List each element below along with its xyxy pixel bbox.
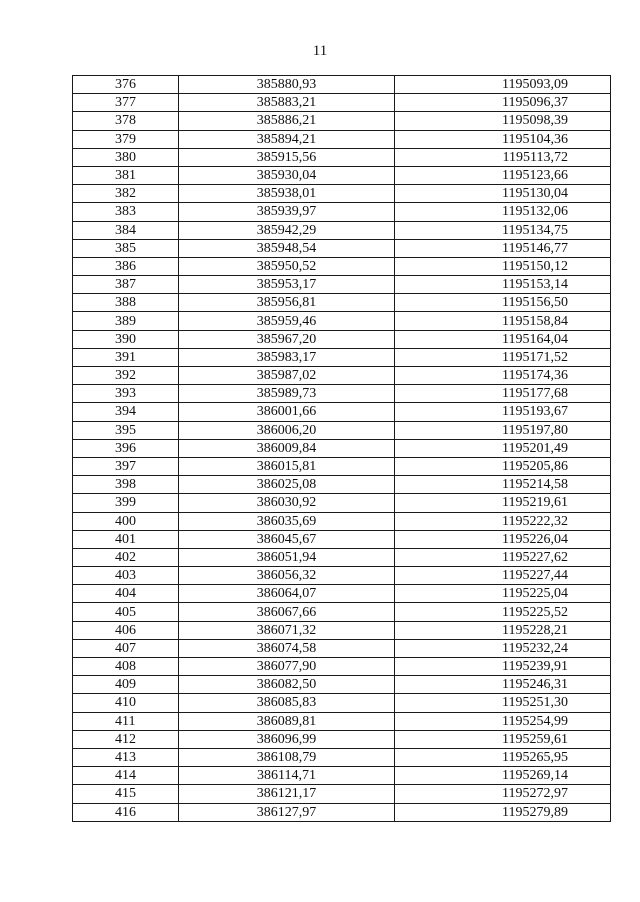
y-coordinate-cell: 1195228,21 [395, 621, 611, 639]
y-coordinate-cell: 1195214,58 [395, 476, 611, 494]
y-coordinate-cell: 1195123,66 [395, 166, 611, 184]
y-coordinate-cell: 1195174,36 [395, 367, 611, 385]
table-row [73, 112, 611, 130]
point-number-cell: 410 [73, 694, 179, 712]
table-row [73, 348, 611, 366]
point-number-cell: 391 [73, 348, 179, 366]
point-number-cell: 416 [73, 803, 179, 821]
table-row [73, 330, 611, 348]
coordinates-table-body [73, 76, 611, 822]
y-coordinate-cell: 1195222,32 [395, 512, 611, 530]
x-coordinate-cell: 385983,17 [179, 348, 395, 366]
table-row [73, 548, 611, 566]
y-coordinate-cell: 1195093,09 [395, 76, 611, 94]
x-coordinate-cell: 386051,94 [179, 548, 395, 566]
point-number-cell: 389 [73, 312, 179, 330]
x-coordinate-cell: 386064,07 [179, 585, 395, 603]
table-row [73, 694, 611, 712]
table-row [73, 639, 611, 657]
point-number-cell: 392 [73, 367, 179, 385]
table-row [73, 730, 611, 748]
y-coordinate-cell: 1195269,14 [395, 767, 611, 785]
y-coordinate-cell: 1195239,91 [395, 658, 611, 676]
x-coordinate-cell: 386082,50 [179, 676, 395, 694]
table-row [73, 457, 611, 475]
x-coordinate-cell: 385956,81 [179, 294, 395, 312]
table-row [73, 585, 611, 603]
table-row [73, 239, 611, 257]
y-coordinate-cell: 1195132,06 [395, 203, 611, 221]
x-coordinate-cell: 385942,29 [179, 221, 395, 239]
y-coordinate-cell: 1195146,77 [395, 239, 611, 257]
y-coordinate-cell: 1195153,14 [395, 276, 611, 294]
x-coordinate-cell: 386096,99 [179, 730, 395, 748]
point-number-cell: 407 [73, 639, 179, 657]
y-coordinate-cell: 1195205,86 [395, 457, 611, 475]
table-row [73, 476, 611, 494]
x-coordinate-cell: 386001,66 [179, 403, 395, 421]
point-number-cell: 413 [73, 748, 179, 766]
x-coordinate-cell: 386030,92 [179, 494, 395, 512]
point-number-cell: 382 [73, 185, 179, 203]
y-coordinate-cell: 1195232,24 [395, 639, 611, 657]
x-coordinate-cell: 385989,73 [179, 385, 395, 403]
point-number-cell: 385 [73, 239, 179, 257]
coordinates-table [72, 75, 611, 822]
point-number-cell: 396 [73, 439, 179, 457]
y-coordinate-cell: 1195134,75 [395, 221, 611, 239]
point-number-cell: 376 [73, 76, 179, 94]
point-number-cell: 408 [73, 658, 179, 676]
table-row [73, 94, 611, 112]
point-number-cell: 394 [73, 403, 179, 421]
point-number-cell: 414 [73, 767, 179, 785]
x-coordinate-cell: 386108,79 [179, 748, 395, 766]
x-coordinate-cell: 385953,17 [179, 276, 395, 294]
point-number-cell: 388 [73, 294, 179, 312]
table-row [73, 76, 611, 94]
x-coordinate-cell: 386025,08 [179, 476, 395, 494]
x-coordinate-cell: 385880,93 [179, 76, 395, 94]
table-row [73, 148, 611, 166]
y-coordinate-cell: 1195225,04 [395, 585, 611, 603]
table-row [73, 603, 611, 621]
table-row [73, 403, 611, 421]
y-coordinate-cell: 1195259,61 [395, 730, 611, 748]
x-coordinate-cell: 385883,21 [179, 94, 395, 112]
y-coordinate-cell: 1195130,04 [395, 185, 611, 203]
y-coordinate-cell: 1195227,44 [395, 567, 611, 585]
x-coordinate-cell: 386121,17 [179, 785, 395, 803]
y-coordinate-cell: 1195227,62 [395, 548, 611, 566]
x-coordinate-cell: 386006,20 [179, 421, 395, 439]
x-coordinate-cell: 386089,81 [179, 712, 395, 730]
y-coordinate-cell: 1195158,84 [395, 312, 611, 330]
x-coordinate-cell: 386045,67 [179, 530, 395, 548]
point-number-cell: 378 [73, 112, 179, 130]
y-coordinate-cell: 1195201,49 [395, 439, 611, 457]
table-row [73, 312, 611, 330]
table-row [73, 421, 611, 439]
x-coordinate-cell: 385886,21 [179, 112, 395, 130]
x-coordinate-cell: 386114,71 [179, 767, 395, 785]
table-row [73, 530, 611, 548]
point-number-cell: 403 [73, 567, 179, 585]
x-coordinate-cell: 385894,21 [179, 130, 395, 148]
page-number: 11 [312, 43, 328, 59]
table-row [73, 621, 611, 639]
x-coordinate-cell: 386074,58 [179, 639, 395, 657]
y-coordinate-cell: 1195197,80 [395, 421, 611, 439]
table-row [73, 166, 611, 184]
y-coordinate-cell: 1195098,39 [395, 112, 611, 130]
point-number-cell: 399 [73, 494, 179, 512]
table-row [73, 567, 611, 585]
table-row [73, 221, 611, 239]
y-coordinate-cell: 1195096,37 [395, 94, 611, 112]
table-row [73, 748, 611, 766]
point-number-cell: 395 [73, 421, 179, 439]
y-coordinate-cell: 1195251,30 [395, 694, 611, 712]
y-coordinate-cell: 1195156,50 [395, 294, 611, 312]
point-number-cell: 383 [73, 203, 179, 221]
x-coordinate-cell: 386067,66 [179, 603, 395, 621]
y-coordinate-cell: 1195104,36 [395, 130, 611, 148]
x-coordinate-cell: 385915,56 [179, 148, 395, 166]
y-coordinate-cell: 1195225,52 [395, 603, 611, 621]
table-row [73, 658, 611, 676]
x-coordinate-cell: 386015,81 [179, 457, 395, 475]
y-coordinate-cell: 1195265,95 [395, 748, 611, 766]
x-coordinate-cell: 385967,20 [179, 330, 395, 348]
x-coordinate-cell: 385987,02 [179, 367, 395, 385]
y-coordinate-cell: 1195219,61 [395, 494, 611, 512]
point-number-cell: 379 [73, 130, 179, 148]
point-number-cell: 409 [73, 676, 179, 694]
table-row [73, 185, 611, 203]
y-coordinate-cell: 1195254,99 [395, 712, 611, 730]
point-number-cell: 404 [73, 585, 179, 603]
table-row [73, 767, 611, 785]
y-coordinate-cell: 1195226,04 [395, 530, 611, 548]
y-coordinate-cell: 1195193,67 [395, 403, 611, 421]
y-coordinate-cell: 1195272,97 [395, 785, 611, 803]
point-number-cell: 381 [73, 166, 179, 184]
y-coordinate-cell: 1195113,72 [395, 148, 611, 166]
x-coordinate-cell: 385939,97 [179, 203, 395, 221]
point-number-cell: 397 [73, 457, 179, 475]
x-coordinate-cell: 386056,32 [179, 567, 395, 585]
point-number-cell: 406 [73, 621, 179, 639]
x-coordinate-cell: 386071,32 [179, 621, 395, 639]
x-coordinate-cell: 386035,69 [179, 512, 395, 530]
table-row [73, 439, 611, 457]
table-row [73, 203, 611, 221]
table-row [73, 803, 611, 821]
y-coordinate-cell: 1195164,04 [395, 330, 611, 348]
point-number-cell: 411 [73, 712, 179, 730]
table-row [73, 676, 611, 694]
point-number-cell: 377 [73, 94, 179, 112]
table-row [73, 494, 611, 512]
point-number-cell: 387 [73, 276, 179, 294]
point-number-cell: 390 [73, 330, 179, 348]
point-number-cell: 398 [73, 476, 179, 494]
point-number-cell: 412 [73, 730, 179, 748]
point-number-cell: 400 [73, 512, 179, 530]
y-coordinate-cell: 1195150,12 [395, 257, 611, 275]
table-row [73, 257, 611, 275]
point-number-cell: 415 [73, 785, 179, 803]
point-number-cell: 401 [73, 530, 179, 548]
point-number-cell: 380 [73, 148, 179, 166]
x-coordinate-cell: 385950,52 [179, 257, 395, 275]
x-coordinate-cell: 385938,01 [179, 185, 395, 203]
table-row [73, 130, 611, 148]
x-coordinate-cell: 386077,90 [179, 658, 395, 676]
x-coordinate-cell: 386085,83 [179, 694, 395, 712]
point-number-cell: 393 [73, 385, 179, 403]
point-number-cell: 386 [73, 257, 179, 275]
x-coordinate-cell: 385959,46 [179, 312, 395, 330]
table-row [73, 367, 611, 385]
table-row [73, 294, 611, 312]
x-coordinate-cell: 385930,04 [179, 166, 395, 184]
point-number-cell: 384 [73, 221, 179, 239]
y-coordinate-cell: 1195279,89 [395, 803, 611, 821]
y-coordinate-cell: 1195171,52 [395, 348, 611, 366]
y-coordinate-cell: 1195246,31 [395, 676, 611, 694]
x-coordinate-cell: 386009,84 [179, 439, 395, 457]
table-row [73, 276, 611, 294]
table-row [73, 712, 611, 730]
table-row [73, 512, 611, 530]
y-coordinate-cell: 1195177,68 [395, 385, 611, 403]
x-coordinate-cell: 386127,97 [179, 803, 395, 821]
table-row [73, 385, 611, 403]
point-number-cell: 405 [73, 603, 179, 621]
point-number-cell: 402 [73, 548, 179, 566]
x-coordinate-cell: 385948,54 [179, 239, 395, 257]
table-row [73, 785, 611, 803]
